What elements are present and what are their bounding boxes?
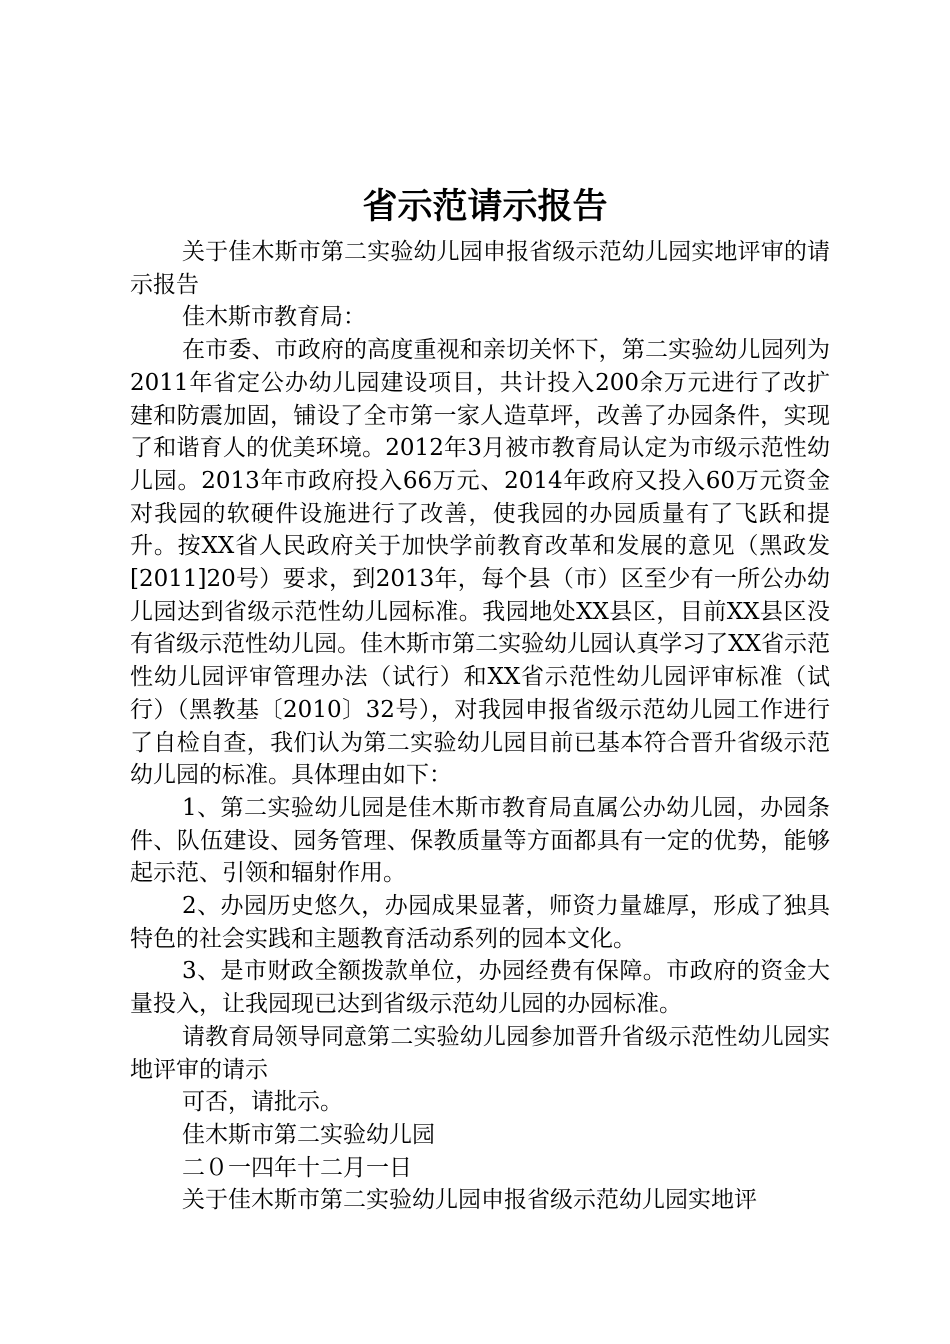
- document-page: [130, 178, 830, 1217]
- reason-item-3: 3、是市财政全额拨款单位，办园经费有保障。市政府的资金大量投入，让我园现已达到省级示范幼儿园的办园标准。: [130, 958, 830, 1018]
- reason-item-1: 1、第二实验幼儿园是佳木斯市教育局直属公办幼儿园，办园条件、队伍建设、园务管理、保教质量等方面都具有一定的优势，能够起示范、引领和辐射作用。: [130, 794, 830, 887]
- approval-request: 可否，请批示。: [182, 1089, 343, 1116]
- body-paragraph: 在市委、市政府的高度重视和亲切关怀下，第二实验幼儿园列为2011年省定公办幼儿园建设项目，共计投入200余万元进行了改扩建和防震加固，铺设了全市第一家人造草坪，改善了办园条件，实现了和谐育人的优美环境。2012年3月被市教育局认定为市级示范性幼儿园。2013年市政府投入66万元、2014年政府又投入60万元资金对我园的软硬件设施进行了改善，使我园的办园质量有了飞跃和提升。按XX省人民政府关于加快学前教育改革和发展的意见（黑政发[2011]20号）要求，到2013年，每个县（市）区至少有一所公办幼儿园达到省级示范性幼儿园标准。我园地处XX县区，目前XX县区没有省级示范性幼儿园。佳木斯市第二实验幼儿园认真学习了XX省示范性幼儿园评审管理办法（试行）和XX省示范性幼儿园评审标准（试行）（黑教基〔2010〕32号），对我园申报省级示范幼儿园工作进行了自检自查，我们认为第二实验幼儿园目前已基本符合晋升省级示范幼儿园的标准。具体理由如下：: [130, 337, 830, 789]
- trailing-subject-line: 关于佳木斯市第二实验幼儿园申报省级示范幼儿园实地评: [182, 1187, 757, 1214]
- signature-date: 二０一四年十二月一日: [182, 1154, 412, 1181]
- subject-line: 关于佳木斯市第二实验幼儿园申报省级示范幼儿园实地评审的请示报告: [130, 239, 830, 298]
- document-title: 省示范请示报告: [362, 186, 608, 227]
- request-paragraph: 请教育局领导同意第二实验幼儿园参加晋升省级示范性幼儿园实地评审的请示: [130, 1023, 830, 1083]
- reason-item-2: 2、办园历史悠久，办园成果显著，师资力量雄厚，形成了独具特色的社会实践和主题教育活动系列的园本文化。: [130, 893, 830, 952]
- addressee: 佳木斯市教育局：: [182, 304, 366, 331]
- signature-organization: 佳木斯市第二实验幼儿园: [182, 1121, 435, 1148]
